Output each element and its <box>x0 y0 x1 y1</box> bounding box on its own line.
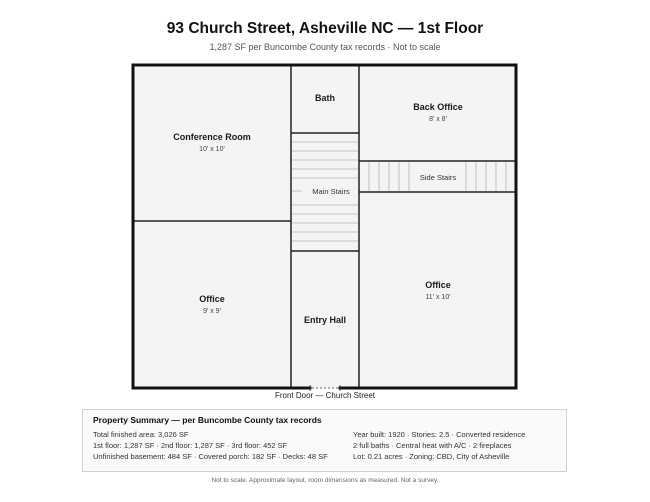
back-office-room <box>359 65 516 161</box>
office-right-room <box>359 192 516 388</box>
conference-room <box>133 65 291 221</box>
summary-left-line: Total finished area: 3,026 SF <box>93 430 189 439</box>
back-office-name: Back Office <box>413 102 463 112</box>
summary-left-line: Unfinished basement: 484 SF · Covered porch: 182 SF · Decks: 48 SF <box>93 452 328 461</box>
plan-subtitle: 1,287 SF per Buncombe County tax records · Not to scale <box>209 42 441 52</box>
side-stairs-label: Side Stairs <box>419 173 457 182</box>
summary-left-line: 1st floor: 1,287 SF · 2nd floor: 1,287 SF · 3rd floor: 452 SF <box>93 441 288 450</box>
main-stairs-label: Main Stairs <box>312 187 350 196</box>
office-right-dims: 11' x 10' <box>425 294 451 301</box>
disclaimer-footer: Not to scale. Approximate layout, room dimensions as measured. Not a survey. <box>211 477 439 484</box>
office-left-room <box>133 221 291 388</box>
front-door-label: Front Door — Church Street <box>274 391 376 400</box>
bath-name: Bath <box>315 93 335 103</box>
back-office-dims: 8' x 8' <box>429 116 447 123</box>
conference-room-dims: 10' x 10' <box>199 146 225 153</box>
plan-title: 93 Church Street, Asheville NC — 1st Floor <box>166 20 484 37</box>
office-left-name: Office <box>199 294 225 304</box>
conference-room-name: Conference Room <box>173 132 251 142</box>
summary-right-line: Lot: 0.21 acres · Zoning: CBD, City of Asheville <box>353 452 510 461</box>
summary-right-line: Year built: 1920 · Stories: 2.5 · Converted residence <box>353 430 526 439</box>
entry-hall-name: Entry Hall <box>303 315 347 325</box>
property-summary <box>82 409 567 472</box>
summary-title: Property Summary — per Buncombe County tax records <box>93 415 322 425</box>
office-left-dims: 9' x 9' <box>203 308 221 315</box>
summary-right-line: 2 full baths · Central heat with A/C · 2 fireplaces <box>353 441 512 450</box>
office-right-name: Office <box>425 280 451 290</box>
